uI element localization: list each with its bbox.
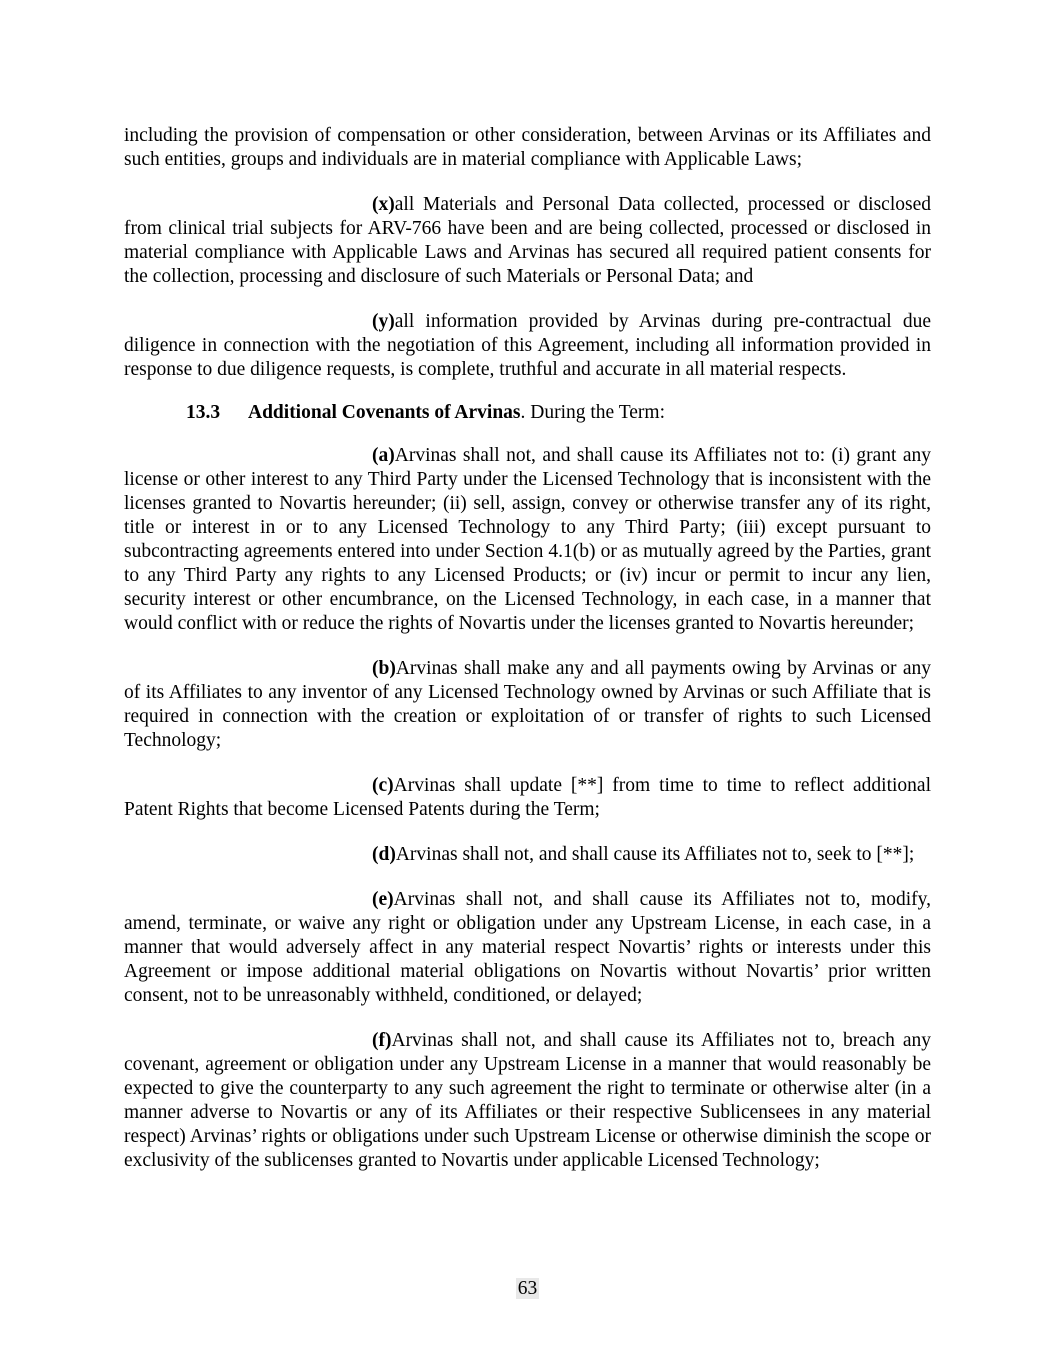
clause-label: (d) [372,844,396,865]
clause-label: (x) [372,194,395,215]
clause-label: (a) [372,445,395,466]
page-number [0,1278,1055,1300]
clause-text: Arvinas shall update [**] from time to time to reflect additional Patent Rights that become Licensed Patents during the Term; [124,775,931,820]
clause-x [124,193,931,289]
document-page [124,124,931,1173]
clause-text: Arvinas shall not, and shall cause its Affiliates not to, breach any covenant, agreement or obligation under any Upstream License in a manner that would reasonably be expected to give the counterparty to any such agreement the right to terminate or otherwise alter (in a manner adverse to Novartis or any of its Affiliates or their respective Sublicensees in any material respect) Arvinas’ rights or obligations under such Upstream License or otherwise diminish the scope or exclusivity of the sublicenses granted to Novartis under applicable Licensed Technology; [124,1030,931,1171]
clause-text: Arvinas shall not, and shall cause its Affiliates not to, modify, amend, terminate, or waive any right or obligation under any Upstream License, in each case, in a manner that would adversely affect in any material respect Novartis’ rights or interests under this Agreement or impose additional material obligations on Novartis without Novartis’ prior written consent, not to be unreasonably withheld, conditioned, or delayed; [124,889,931,1006]
clause-text: Arvinas shall not, and shall cause its Affiliates not to: (i) grant any license or other interest to any Third Party under the Licensed Technology that is inconsistent with the licenses granted to Novartis hereunder; (ii) sell, assign, convey or otherwise transfer any of its right, title or interest in or to any Licensed Technology to any Third Party; (iii) except pursuant to subcontracting agreements entered into under Section 4.1(b) or as mutually agreed by the Parties, grant to any Third Party any rights to any Licensed Products; or (iv) incur or permit to incur any lien, security interest or other encumbrance, on the Licensed Technology, in each case, in a manner that would conflict with or reduce the rights of Novartis under the licenses granted to Novartis hereunder; [124,445,931,634]
intro-paragraph: including the provision of compensation or other consideration, between Arvinas or its Affiliates and such entities, groups and individuals are in material compliance with Applicable Laws; [124,125,931,170]
clause-text: all Materials and Personal Data collected, processed or disclosed from clinical trial subjects for ARV-766 have been and are being collected, processed or disclosed in material compliance with Applicable Laws and Arvinas has secured all required patient consents for the collection, processing and disclosure of such Materials or Personal Data; and [124,194,931,287]
clause-label: (y) [372,311,395,332]
clause-label: (b) [372,658,396,679]
clause-a [124,444,931,636]
clause-f [124,1029,931,1173]
clause-d [124,843,931,867]
section-number: 13.3 [186,402,221,423]
clause-b [124,657,931,753]
clause-label: (e) [372,889,394,910]
clause-c [124,774,931,822]
clause-y [124,310,931,382]
section-title: Additional Covenants of Arvinas [248,402,521,423]
clause-text: Arvinas shall make any and all payments owing by Arvinas or any of its Affiliates to any inventor of any Licensed Technology owned by Arvinas or such Affiliate that is required in connection with the creation or exploitation of or transfer of rights to such Licensed Technology; [124,658,931,751]
clause-label: (c) [372,775,394,796]
section-heading [124,401,931,425]
clause-label: (f) [372,1030,392,1051]
section-lead: . During the Term: [520,402,666,423]
clause-text: all information provided by Arvinas during pre-contractual due diligence in connection with the negotiation of this Agreement, including all information provided in response to due diligence requests, is complete, truthful and accurate in all material respects. [124,311,931,380]
clause-e [124,888,931,1008]
page-number-text: 63 [517,1278,538,1299]
clause-text: Arvinas shall not, and shall cause its Affiliates not to, seek to [**]; [395,844,915,865]
